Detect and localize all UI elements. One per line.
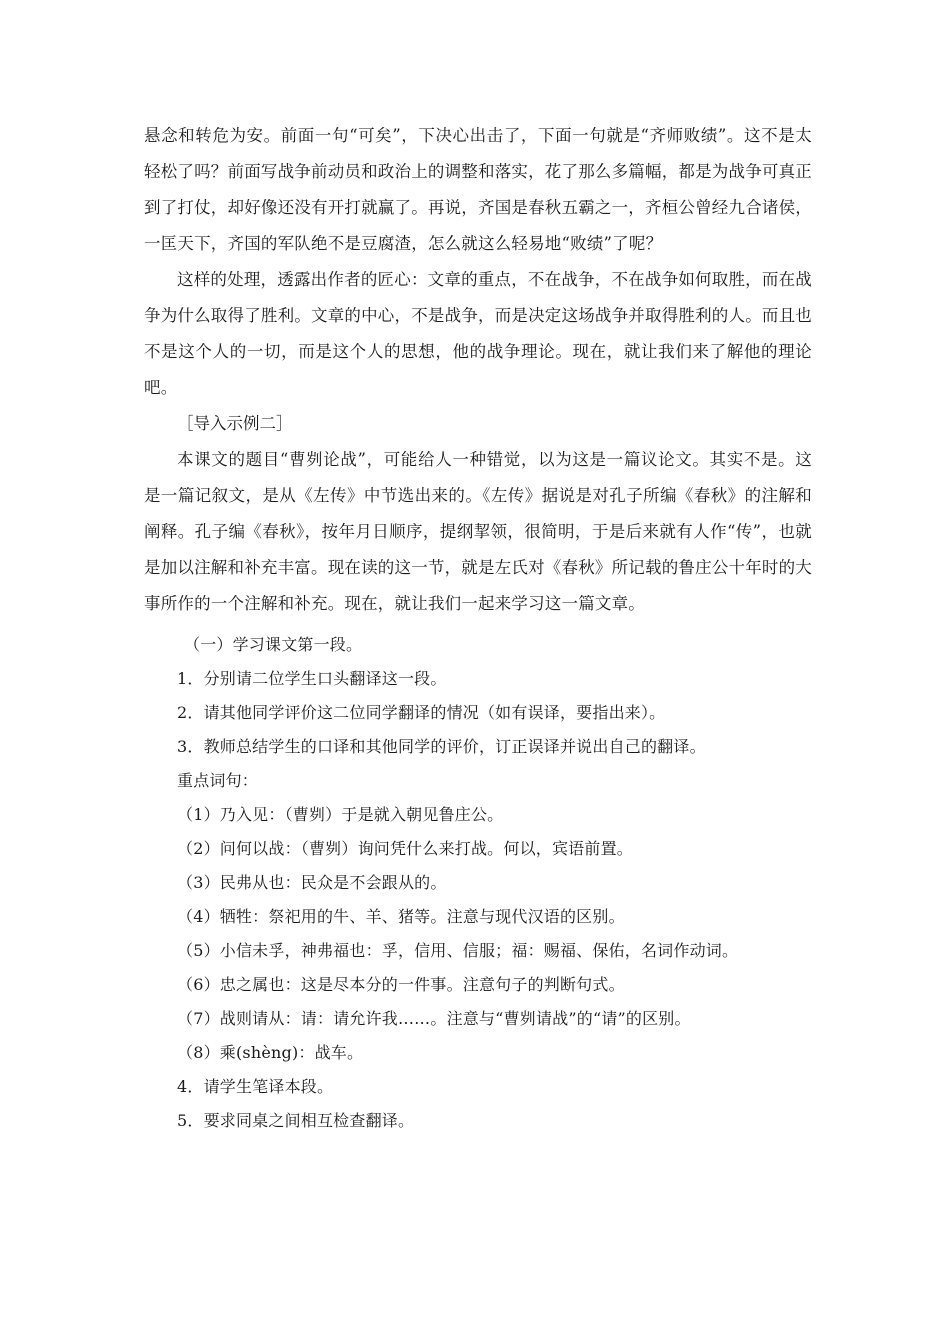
key-phrase-item: （5）小信未孚，神弗福也：孚，信用、信服；福：赐福、保佑，名词作动词。	[177, 941, 739, 960]
key-phrase-item: （2）问何以战：（曹刿）询问凭什么来打战。何以，宾语前置。	[177, 839, 633, 858]
step-item: 4．请学生笔译本段。	[177, 1077, 334, 1096]
key-phrases-label: 重点词句：	[177, 771, 259, 790]
step-item: 5．要求同桌之间相互检查翻译。	[177, 1111, 415, 1130]
paragraph-suspense: 悬念和转危为安。前面一句“可矣”，下决心出击了，下面一句就是“齐师败绩”。这不是太轻松了吗？前面写战争前动员和政治上的调整和落实，花了那么多篇幅，都是为战争可真正到了打仗，却好像还没有开打就赢了。再说，齐国是春秋五霸之一，齐桓公曾经九合诸侯，一匡天下，齐国的军队绝不是豆腐渣，怎么就这么轻易地“败绩”了呢？	[144, 126, 812, 253]
section-title-first-part: （一）学习课文第一段。	[184, 635, 363, 654]
key-phrase-item: （1）乃入见：（曹刿）于是就入朝见鲁庄公。	[177, 805, 504, 824]
paragraph-author-intent: 这样的处理，透露出作者的匠心：文章的重点，不在战争，不在战争如何取胜，而在战争为什么取得了胜利。文章的中心，不是战争，而是决定这场战争并取得胜利的人。而且也不是这个人的一切，而是这个人的思想，他的战争理论。现在，就让我们来了解他的理论吧。	[144, 270, 812, 397]
key-phrase-item: （8）乘(shèng)：战车。	[177, 1043, 364, 1062]
key-phrase-item: （7）战则请从：请：请允许我……。注意与“曹刿请战”的“请”的区别。	[177, 1009, 691, 1028]
step-item: 3．教师总结学生的口译和其他同学的评价，订正误译并说出自己的翻译。	[177, 737, 706, 756]
key-phrase-item: （6）忠之属也：这是尽本分的一件事。注意句子的判断句式。	[177, 975, 625, 994]
example-heading: ［导入示例二］	[177, 414, 293, 433]
key-phrase-item: （3）民弗从也：民众是不会跟从的。	[177, 873, 447, 892]
step-item: 1．分别请二位学生口头翻译这一段。	[177, 669, 447, 688]
key-phrase-item: （4）牺牲：祭祀用的牛、羊、猪等。注意与现代汉语的区别。	[177, 907, 625, 926]
step-item: 2．请其他同学评价这二位同学翻译的情况（如有误译，要指出来）。	[177, 703, 666, 722]
document-body	[144, 118, 812, 1138]
paragraph-zuozhuan-intro: 本课文的题目“曹刿论战”，可能给人一种错觉，以为这是一篇议论文。其实不是。这是一篇记叙文，是从《左传》中节选出来的。《左传》据说是对孔子所编《春秋》的注解和阐释。孔子编《春秋》，按年月日顺序，提纲挈领，很简明，于是后来就有人作“传”，也就是加以注解和补充丰富。现在读的这一节，就是左氏对《春秋》所记载的鲁庄公十年时的大事所作的一个注解和补充。现在，就让我们一起来学习这一篇文章。	[144, 450, 812, 613]
